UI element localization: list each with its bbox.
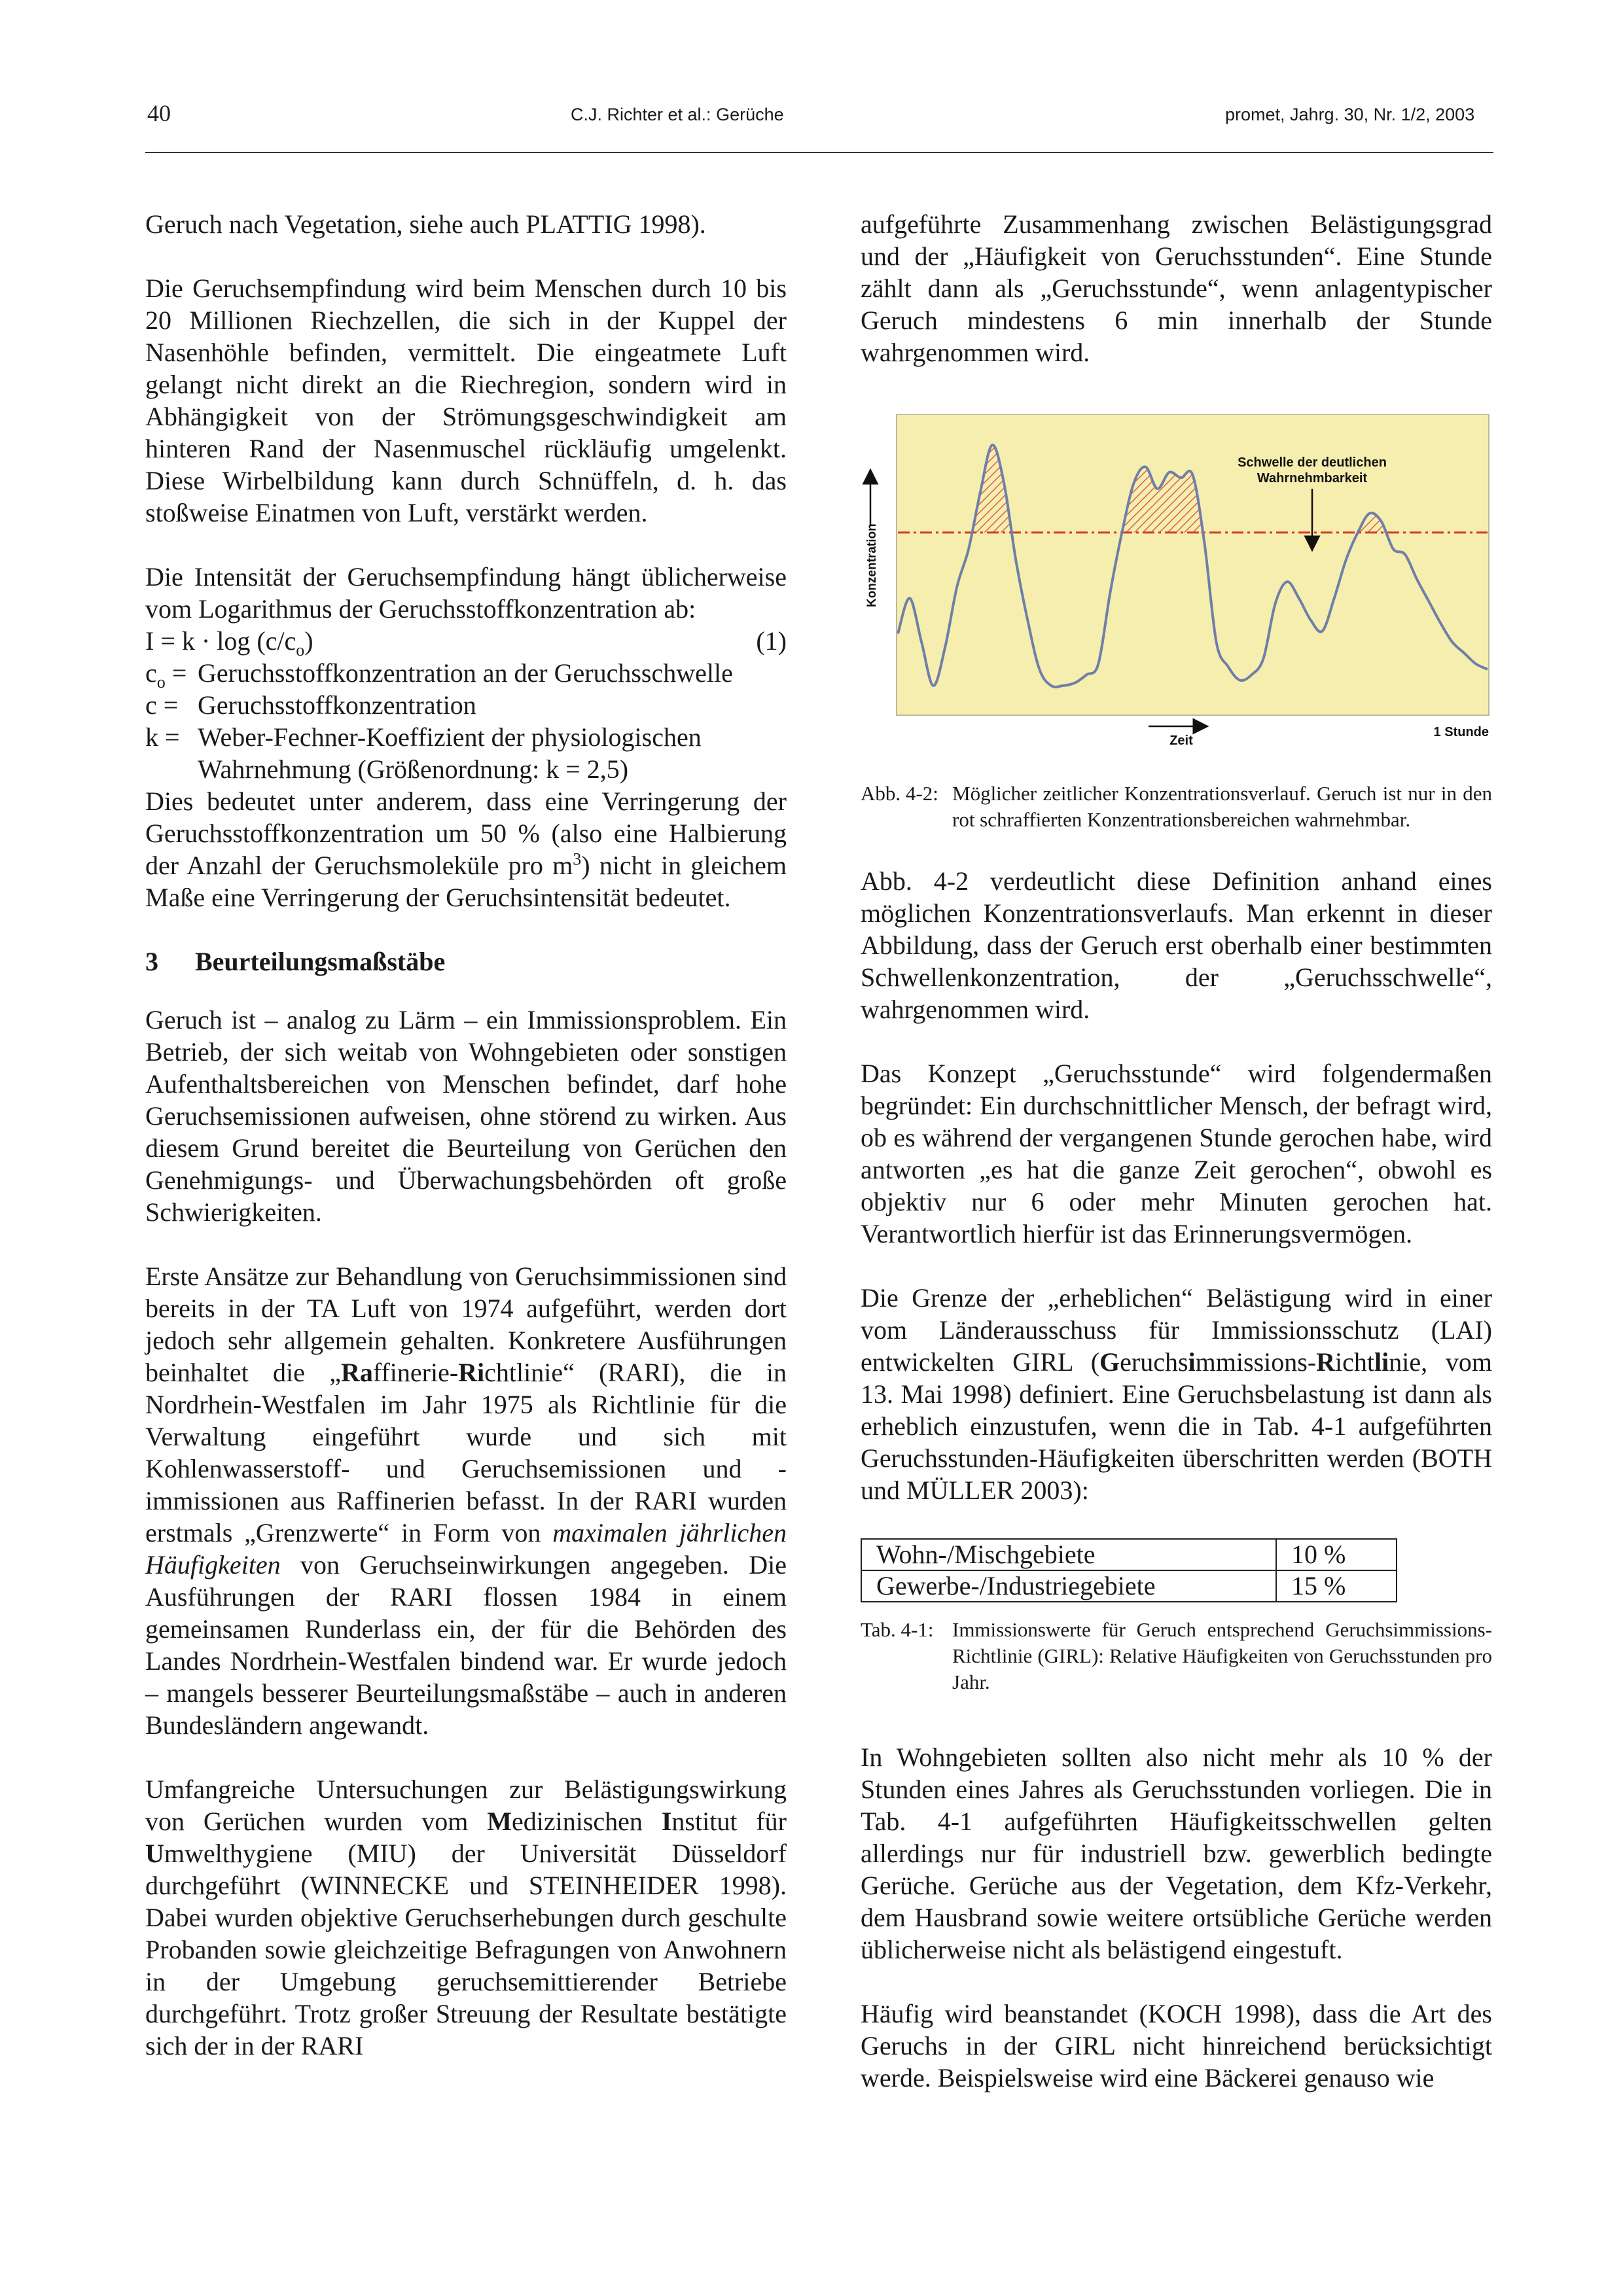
table-row — [861, 1570, 1397, 1602]
paragraph-text: von Geruchseinwirkungen angegeben. Die Ausführungen der RARI flossen 1984 in einem gemeinsamen Runderlass ein, der für die Behörden des Landes Nordrhein-Westfalen bindend war. Er wurde jedoch – mangels besserer Beurteilungsmaßstäbe – auch in anderen Bundesländern angewandt. — [145, 1550, 787, 1740]
paragraph: In Wohngebieten sollten also nicht mehr als 10 % der Stunden eines Jahres als Geruchsstunden vorliegen. Die in Tab. 4-1 aufgeführten Häufigkeitsschwellen gelten allerdings nur für industriell bzw. gewerblich bedingte Gerüche. Gerüche aus der Vegetation, dem Kfz-Verkehr, dem Hausbrand sowie weitere ortsübliche Gerüche werden üblicherweise nicht als belästigend eingestuft. — [861, 1742, 1492, 1964]
bold-letters: i — [1188, 1347, 1196, 1377]
definition-row — [145, 657, 787, 692]
left-column — [145, 208, 787, 2094]
paragraph-text: icht — [1335, 1347, 1375, 1377]
def-equals: = — [165, 658, 187, 688]
paragraph: Die Intensität der Geruchsempfindung hängt üblicherweise vom Logarithmus der Geruchsstoffkonzentration ab: — [145, 562, 787, 624]
paragraph: Häufig wird beanstandet (KOCH 1998), dass die Art des Geruchs in der GIRL nicht hinreichend berücksichtigt werde. Beispielsweise wird eine Bäckerei genauso wie — [861, 1999, 1492, 2093]
paragraph-text: mwelthygiene (MIU) der Universität Düsseldorf durchgeführt (WINNECKE und STEINHEIDER 1998). Dabei wurden objektive Geruchserhebungen durch geschulte Probanden sowie gleichzeitige Befragungen von Anwohnern in der Umgebung geruchsemittierender Betriebe durchgeführt. Trotz großer Streuung der Resultate bestätigte sich der in der RARI — [145, 1839, 787, 2060]
journal-info: promet, Jahrg. 30, Nr. 1/2, 2003 — [1225, 105, 1475, 124]
table-cell-area: Gewerbe-/Industriegebiete — [861, 1570, 1276, 1602]
equation-sub: o — [296, 641, 305, 660]
figure-4-2 — [861, 414, 1492, 754]
paragraph: Geruch nach Vegetation, siehe auch PLATTIG 1998). — [145, 209, 706, 239]
def-text: Geruchsstoffkonzentration an der Geruchsschwelle — [198, 658, 733, 688]
def-text: Weber-Fechner-Koeffizient der physiologischen Wahrnehmung (Größenordnung: k = 2,5) — [198, 722, 702, 784]
bold-letters: M — [487, 1807, 512, 1836]
page-number: 40 — [147, 100, 171, 126]
paragraph: Abb. 4-2 verdeutlicht diese Definition anhand eines möglichen Konzentrationsverlaufs. Man erkennt in dieser Abbildung, dass der Geruch erst oberhalb einer bestimmten Schwellenkonzentration, der „Geruchsschwelle“, wahrgenommen wird. — [861, 866, 1492, 1024]
paragraph — [145, 1260, 787, 1741]
paragraph-text: Die Grenze der „erheblichen“ Belästigung wird in einer vom Länderausschuss für Immissionsschutz (LAI) entwickelten GIRL ( — [861, 1283, 1492, 1377]
def-symbol: k = — [145, 722, 180, 752]
paragraph-text: Erste Ansätze zur Behandlung von Geruchsimmissionen sind bereits in der TA Luft von 1974 aufgeführt, werden dort jedoch sehr allgemein gehalten. Konkretere Ausführungen beinhaltet die „ — [145, 1262, 787, 1387]
bold-letters: Ra — [340, 1358, 373, 1387]
paragraph: Das Konzept „Geruchsstunde“ wird folgendermaßen begründet: Ein durchschnittlicher Mensch, der befragt wird, ob es während der vergangenen Stunde gerochen habe, wird antworten „es hat die ganze Zeit gerochen“, obwohl es objektiv nur 6 oder mehr Minuten gerochen hat. Verantwortlich hierfür ist das Erinnerungsvermögen. — [861, 1059, 1492, 1248]
plot-background — [897, 414, 1489, 715]
paragraph-text: edizinischen — [512, 1807, 662, 1836]
paragraph — [145, 785, 787, 913]
bold-letters: G — [1099, 1347, 1120, 1377]
definition-row — [145, 689, 787, 721]
equation-lhs: I = k · log (c/c — [145, 626, 296, 656]
figure-label: Abb. 4-2: — [861, 782, 938, 805]
definition-row — [145, 721, 787, 785]
annotation-line-2: Wahrnehmbarkeit — [1257, 471, 1368, 486]
running-title: C.J. Richter et al.: Gerüche — [571, 105, 784, 124]
definitions — [145, 657, 787, 785]
italic-text: maximalen jährlichen Häufigkeiten — [145, 1518, 787, 1580]
limit-table — [861, 1538, 1397, 1602]
header-rule — [145, 152, 1493, 153]
paragraph-text: Umfangreiche Untersuchungen zur Belästigungswirkung von Gerüchen wurden vom — [145, 1775, 787, 1836]
paragraph-text: Dies bedeutet unter anderem, dass eine Verringerung der Geruchsstoffkonzentration um 50 % (also eine Halbierung der Anzahl der Geruchsmoleküle pro m — [145, 786, 787, 880]
superscript: 3 — [573, 849, 582, 869]
table-label: Tab. 4-1: — [861, 1618, 934, 1641]
y-axis-label: Konzentration — [865, 523, 879, 607]
paragraph-text: mmissions- — [1195, 1347, 1317, 1377]
table-caption-text: Immissionswerte für Geruch entsprechend Geruchsimmissions-Richtlinie (GIRL): Relative Häufigkeiten von Geruchsstunden pro Jahr. — [952, 1618, 1492, 1693]
table-row — [861, 1539, 1397, 1570]
def-symbol: c = — [145, 690, 179, 720]
annotation-line-1: Schwelle der deutlichen — [1238, 455, 1387, 470]
paragraph-text: nie, vom 13. Mai 1998) definiert. Eine Geruchsbelastung ist dann als erheblich einzustufen, wenn die in Tab. 4-1 aufgeführten Geruchsstunden-Häufigkeiten überschritten werden (BOTH und MÜLLER 2003): — [861, 1347, 1492, 1505]
table-cell-value: 10 % — [1276, 1539, 1397, 1570]
def-symbol: c — [145, 658, 157, 688]
right-column — [861, 208, 1492, 2126]
def-symbol-sub: o — [156, 673, 166, 692]
x-axis-end-label: 1 Stunde — [1433, 725, 1489, 739]
paragraph-text: eruchs — [1120, 1347, 1188, 1377]
bold-letters: I — [661, 1807, 672, 1836]
paragraph: Die Geruchsempfindung wird beim Menschen durch 10 bis 20 Millionen Riechzellen, die sich in der Kuppel der Nasenhöhle befinden, vermittelt. Die eingeatmete Luft gelangt nicht direkt an die Riechregion, sondern wird in Abhängigkeit von der Strömungsgeschwindigkeit am hinteren Rand der Nasenmuschel rückläufig umgelenkt. Diese Wirbelbildung kann durch Schnüffeln, d. h. das stoßweise Einatmen von Luft, verstärkt werden. — [145, 274, 787, 527]
def-text: Geruchsstoffkonzentration — [198, 690, 476, 720]
table-caption — [861, 1617, 1492, 1695]
section-heading — [145, 945, 787, 978]
bold-letters: li — [1374, 1347, 1389, 1377]
bold-letters: R — [1316, 1347, 1336, 1377]
section-title: Beurteilungsmaßstäbe — [195, 947, 446, 976]
equation-rhs: ) — [304, 626, 313, 656]
paragraph — [861, 1282, 1492, 1506]
paragraph-text: ffinerie- — [372, 1358, 459, 1387]
paragraph-text: chtlinie“ (RARI), die in Nordrhein-Westfalen im Jahr 1975 als Richtlinie für die Verwaltung eingeführt wurde und sich mit Kohlenwasserstoff- und Geruchsemissionen und -immissionen aus Raffinerien befasst. In der RARI wurden erstmals „Grenzwerte“ in Form von — [145, 1358, 787, 1547]
table-cell-area: Wohn-/Mischgebiete — [861, 1539, 1276, 1570]
paragraph — [145, 1773, 787, 2062]
figure-caption-text: Möglicher zeitlicher Konzentrationsverlauf. Geruch ist nur in den rot schraffierten Konzentrationsbereichen wahrnehmbar. — [952, 782, 1492, 831]
equation-number: (1) — [756, 626, 787, 656]
concentration-chart — [861, 414, 1492, 754]
paragraph: Geruch ist – analog zu Lärm – ein Immissionsproblem. Ein Betrieb, der sich weitab von Wohngebieten oder sonstigen Aufenthaltsbereichen von Menschen befindet, darf hohe Geruchsemissionen aufweisen, ohne störend zu wirken. Aus diesem Grund bereitet die Beurteilung von Gerüchen den Genehmigungs- und Überwachungsbehörden oft große Schwierigkeiten. — [145, 1005, 787, 1227]
section-number: 3 — [145, 947, 158, 976]
x-axis-label: Zeit — [1169, 733, 1193, 748]
bold-letters: Ri — [458, 1358, 485, 1387]
paragraph: aufgeführte Zusammenhang zwischen Belästigungsgrad und der „Häufigkeit von Geruchsstunden“. Eine Stunde zählt dann als „Geruchsstunde“, wenn anlagentypischer Geruch mindestens 6 min innerhalb der Stunde wahrgenommen wird. — [861, 209, 1492, 367]
equation — [145, 625, 787, 660]
paragraph-text: nstitut für — [671, 1807, 787, 1836]
table-cell-value: 15 % — [1276, 1570, 1397, 1602]
figure-caption — [861, 781, 1492, 833]
bold-letters: U — [145, 1839, 164, 1868]
paragraph-text: ) nicht in gleichem Maße eine Verringerung der Geruchsintensität bedeutet. — [145, 851, 787, 912]
